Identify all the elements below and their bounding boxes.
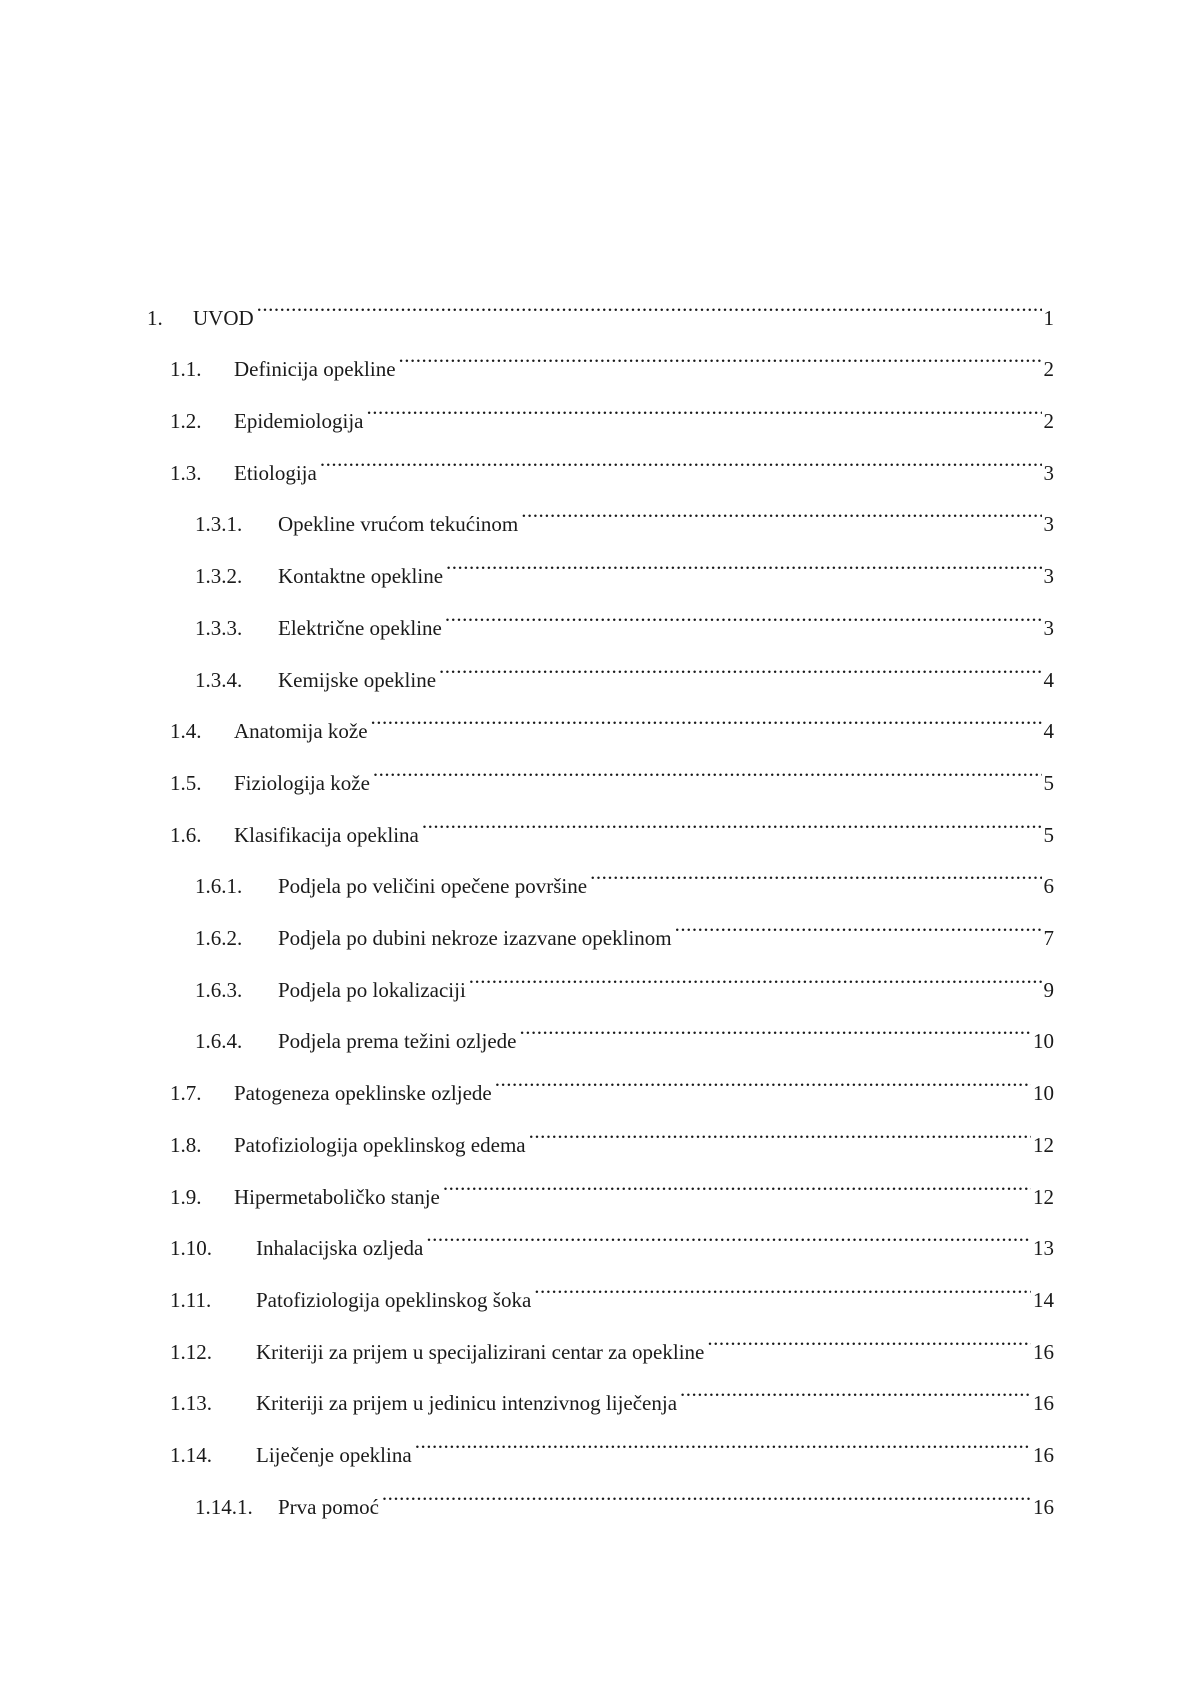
dot-leader bbox=[521, 501, 1041, 531]
toc-entry[interactable] bbox=[170, 1174, 1054, 1209]
toc-entry-page: 3 bbox=[1043, 461, 1054, 485]
toc-entry-title: Podjela prema težini ozljede bbox=[278, 1029, 517, 1053]
toc-entry-number: 1.6.2. bbox=[195, 926, 243, 950]
toc-entry-page: 3 bbox=[1043, 564, 1054, 588]
toc-entry-title: Kriteriji za prijem u specijalizirani centar za opekline bbox=[256, 1340, 705, 1364]
toc-entry[interactable] bbox=[147, 295, 1054, 330]
toc-entry-title: Kemijske opekline bbox=[278, 668, 437, 692]
dot-leader bbox=[675, 915, 1042, 945]
dot-leader bbox=[257, 295, 1042, 325]
toc-entry-number: 1.7. bbox=[170, 1081, 202, 1105]
toc-entry-page: 9 bbox=[1043, 978, 1054, 1002]
toc-entry[interactable] bbox=[170, 1225, 1054, 1260]
toc-entry-number: 1.11. bbox=[170, 1288, 212, 1312]
toc-entry-title: Podjela po veličini opečene površine bbox=[278, 874, 588, 898]
toc-entry-number: 1.3.3. bbox=[195, 616, 243, 640]
toc-entry-number: 1.3.1. bbox=[195, 512, 243, 536]
toc-entry-title: Hipermetaboličko stanje bbox=[234, 1185, 440, 1209]
toc-entry-title: Klasifikacija opeklina bbox=[234, 823, 419, 847]
toc-entry-page: 16 bbox=[1033, 1495, 1054, 1519]
toc-entry-title: Epidemiologija bbox=[234, 409, 364, 433]
toc-entry-number: 1.3.4. bbox=[195, 668, 243, 692]
toc-entry-number: 1.4. bbox=[170, 719, 202, 743]
toc-entry[interactable] bbox=[170, 1070, 1054, 1105]
toc-entry-title: Anatomija kože bbox=[234, 719, 368, 743]
dot-leader bbox=[382, 1484, 1031, 1514]
toc-entry[interactable] bbox=[170, 450, 1054, 485]
toc-entry-page: 3 bbox=[1043, 616, 1054, 640]
toc-entry-page: 5 bbox=[1043, 771, 1054, 795]
toc-entry-number: 1.6.1. bbox=[195, 874, 243, 898]
toc-entry-title: Prva pomoć bbox=[278, 1495, 379, 1519]
dot-leader bbox=[415, 1432, 1031, 1462]
toc-entry-number: 1.8. bbox=[170, 1133, 202, 1157]
toc-entry-number: 1.13. bbox=[170, 1391, 212, 1415]
toc-entry-title: Inhalacijska ozljeda bbox=[256, 1236, 424, 1260]
dot-leader bbox=[366, 398, 1041, 428]
toc-entry-number: 1.3. bbox=[170, 461, 202, 485]
toc-entry[interactable] bbox=[195, 863, 1054, 898]
toc-entry-number: 1.10. bbox=[170, 1236, 212, 1260]
dot-leader bbox=[371, 708, 1042, 738]
dot-leader bbox=[529, 1122, 1031, 1152]
toc-entry-title: Opekline vrućom tekućinom bbox=[278, 512, 519, 536]
toc-entry-title: Podjela po lokalizaciji bbox=[278, 978, 466, 1002]
toc-entry[interactable] bbox=[170, 760, 1054, 795]
toc-entry[interactable] bbox=[195, 1018, 1054, 1053]
toc-entry-page: 6 bbox=[1043, 874, 1054, 898]
dot-leader bbox=[399, 346, 1042, 376]
toc-entry-page: 16 bbox=[1033, 1443, 1054, 1467]
dot-leader bbox=[426, 1225, 1031, 1255]
toc-entry-number: 1.6. bbox=[170, 823, 202, 847]
toc-entry[interactable] bbox=[195, 501, 1054, 536]
toc-entry[interactable] bbox=[170, 1277, 1054, 1312]
toc-entry-page: 4 bbox=[1043, 668, 1054, 692]
toc-entry-number: 1. bbox=[147, 306, 163, 330]
dot-leader bbox=[680, 1380, 1031, 1410]
toc-entry-page: 16 bbox=[1033, 1391, 1054, 1415]
toc-entry-title: Kriteriji za prijem u jedinicu intenzivnog liječenja bbox=[256, 1391, 678, 1415]
toc-entry-page: 2 bbox=[1043, 409, 1054, 433]
dot-leader bbox=[439, 657, 1041, 687]
dot-leader bbox=[534, 1277, 1031, 1307]
toc-entry-title: Kontaktne opekline bbox=[278, 564, 444, 588]
dot-leader bbox=[445, 605, 1042, 635]
toc-entry[interactable] bbox=[170, 708, 1054, 743]
toc-entry-page: 14 bbox=[1033, 1288, 1054, 1312]
toc-entry[interactable] bbox=[170, 1380, 1054, 1415]
toc-entry-number: 1.6.4. bbox=[195, 1029, 243, 1053]
dot-leader bbox=[590, 863, 1041, 893]
toc-entry[interactable] bbox=[195, 1484, 1054, 1519]
toc-entry[interactable] bbox=[170, 1432, 1054, 1467]
toc-entry-title: Patofiziologija opeklinskog edema bbox=[234, 1133, 526, 1157]
toc-entry-page: 10 bbox=[1033, 1081, 1054, 1105]
toc-entry-title: Fiziologija kože bbox=[234, 771, 370, 795]
toc-entry-page: 5 bbox=[1043, 823, 1054, 847]
dot-leader bbox=[422, 812, 1042, 842]
toc-entry-title: Patofiziologija opeklinskog šoka bbox=[256, 1288, 532, 1312]
toc-entry-number: 1.1. bbox=[170, 357, 202, 381]
toc-entry-number: 1.14. bbox=[170, 1443, 212, 1467]
toc-entry[interactable] bbox=[195, 915, 1054, 950]
toc-entry[interactable] bbox=[195, 553, 1054, 588]
dot-leader bbox=[443, 1174, 1031, 1204]
toc-entry-number: 1.2. bbox=[170, 409, 202, 433]
toc-entry-title: Etiologija bbox=[234, 461, 317, 485]
dot-leader bbox=[320, 450, 1042, 480]
toc-entry-page: 12 bbox=[1033, 1133, 1054, 1157]
toc-entry-number: 1.12. bbox=[170, 1340, 212, 1364]
toc-entry-page: 1 bbox=[1043, 306, 1054, 330]
dot-leader bbox=[373, 760, 1042, 790]
toc-entry-title: UVOD bbox=[193, 306, 254, 330]
toc-entry[interactable] bbox=[170, 812, 1054, 847]
toc-entry[interactable] bbox=[170, 1329, 1054, 1364]
toc-entry-title: Električne opekline bbox=[278, 616, 442, 640]
toc-entry-number: 1.5. bbox=[170, 771, 202, 795]
dot-leader bbox=[520, 1018, 1032, 1048]
dot-leader bbox=[469, 967, 1042, 997]
toc-entry[interactable] bbox=[195, 967, 1054, 1002]
toc-entry-page: 10 bbox=[1033, 1029, 1054, 1053]
toc-entry-page: 3 bbox=[1043, 512, 1054, 536]
toc-entry[interactable] bbox=[170, 346, 1054, 381]
toc-entry[interactable] bbox=[195, 657, 1054, 692]
toc-entry-page: 4 bbox=[1043, 719, 1054, 743]
toc-entry-number: 1.3.2. bbox=[195, 564, 243, 588]
toc-entry-page: 12 bbox=[1033, 1185, 1054, 1209]
toc-entry-title: Podjela po dubini nekroze izazvane opeklinom bbox=[278, 926, 672, 950]
toc-entry-number: 1.6.3. bbox=[195, 978, 243, 1002]
toc-entry-title: Patogeneza opeklinske ozljede bbox=[234, 1081, 492, 1105]
toc-entry[interactable] bbox=[170, 398, 1054, 433]
toc-entry[interactable] bbox=[195, 605, 1054, 640]
toc-entry-page: 2 bbox=[1043, 357, 1054, 381]
toc-entry[interactable] bbox=[170, 1122, 1054, 1157]
dot-leader bbox=[707, 1329, 1031, 1359]
toc-entry-title: Definicija opekline bbox=[234, 357, 396, 381]
toc-entry-title: Liječenje opeklina bbox=[256, 1443, 412, 1467]
dot-leader bbox=[495, 1070, 1031, 1100]
dot-leader bbox=[446, 553, 1041, 583]
toc-entry-page: 13 bbox=[1033, 1236, 1054, 1260]
toc-entry-page: 16 bbox=[1033, 1340, 1054, 1364]
toc-entry-number: 1.9. bbox=[170, 1185, 202, 1209]
toc-entry-page: 7 bbox=[1043, 926, 1054, 950]
toc-entry-number: 1.14.1. bbox=[195, 1495, 253, 1519]
